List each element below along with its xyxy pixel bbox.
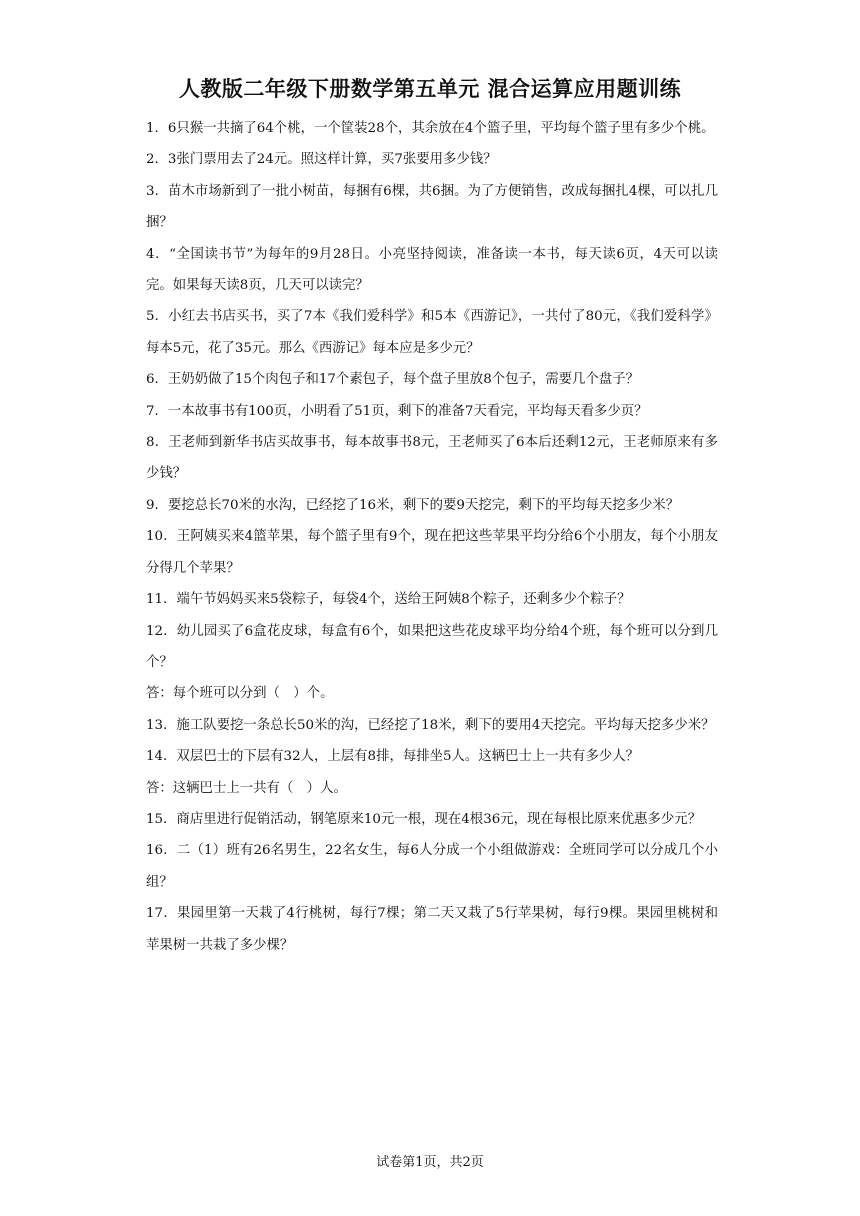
answer-line-12: 答：每个班可以分到（ ）个。 <box>146 686 334 702</box>
answer-line-14: 答：这辆巴士上一共有（ ）人。 <box>146 780 347 796</box>
question-14: 14．双层巴士的下层有32人，上层有8排，每排坐5人。这辆巴士上一共有多少人？ <box>146 749 640 765</box>
question-16: 16．二（1）班有26名男生，22名女生，每6人分成一个小组做游戏：全班同学可以分成几个小组？ <box>146 843 718 890</box>
question-9: 9．要挖总长70米的水沟，已经挖了16米，剩下的要9天挖完，剩下的平均每天挖多少米？ <box>146 497 680 513</box>
document-title: 人教版二年级下册数学第五单元 混合运算应用题训练 <box>178 77 682 101</box>
question-1: 1．6只猴一共摘了64个桃，一个筐装28个，其余放在4个篮子里，平均每个篮子里有多少个桃。 <box>146 121 715 136</box>
question-6: 6．王奶奶做了15个肉包子和17个素包子，每个盘子里放8个包子，需要几个盘子？ <box>146 372 640 388</box>
question-8: 8．王老师到新华书店买故事书，每本故事书8元，王老师买了6本后还剩12元，王老师原来有多少钱？ <box>146 435 718 482</box>
question-3: 3．苗木市场新到了一批小树苗，每捆有6棵，共6捆。为了方便销售，改成每捆扎4棵，可以扎几捆？ <box>146 183 718 231</box>
question-list <box>146 113 718 961</box>
question-15: 15．商店里进行促销活动，钢笔原来10元一根，现在4根36元，现在每根比原来优惠多少元？ <box>146 811 702 827</box>
page-footer: 试卷第1页，共2页 <box>376 1155 484 1170</box>
question-17: 17．果园里第一天栽了4行桃树，每行7棵；第二天又栽了5行苹果树，每行9棵。果园里桃树和苹果树一共栽了多少棵？ <box>146 906 718 953</box>
question-11: 11．端午节妈妈买来5袋粽子，每袋4个，送给王阿姨8个粽子，还剩多少个粽子？ <box>146 592 631 608</box>
question-10: 10．王阿姨买来4篮苹果，每个篮子里有9个，现在把这些苹果平均分给6个小朋友，每个小朋友分得几个苹果？ <box>146 529 718 576</box>
question-2: 2．3张门票用去了24元。照这样计算，买7张要用多少钱？ <box>146 152 497 168</box>
question-13: 13．施工队要挖一条总长50米的沟，已经挖了18米，剩下的要用4天挖完。平均每天挖多少米？ <box>146 717 715 733</box>
question-5: 5．小红去书店买书，买了7本《我们爱科学》和5本《西游记》，一共付了80元，《我们爱科学》每本5元，花了35元。那么《西游记》每本应是多少元？ <box>146 309 718 356</box>
question-12: 12．幼儿园买了6盒花皮球，每盒有6个，如果把这些花皮球平均分给4个班，每个班可以分到几个？ <box>146 623 718 670</box>
question-7: 7．一本故事书有100页，小明看了51页，剩下的准备7天看完，平均每天看多少页？ <box>146 403 648 419</box>
question-4: 4．“全国读书节”为每年的9月28日。小亮坚持阅读，准备读一本书，每天读6页，4天可以读完。如果每天读8页，几天可以读完？ <box>146 246 718 294</box>
